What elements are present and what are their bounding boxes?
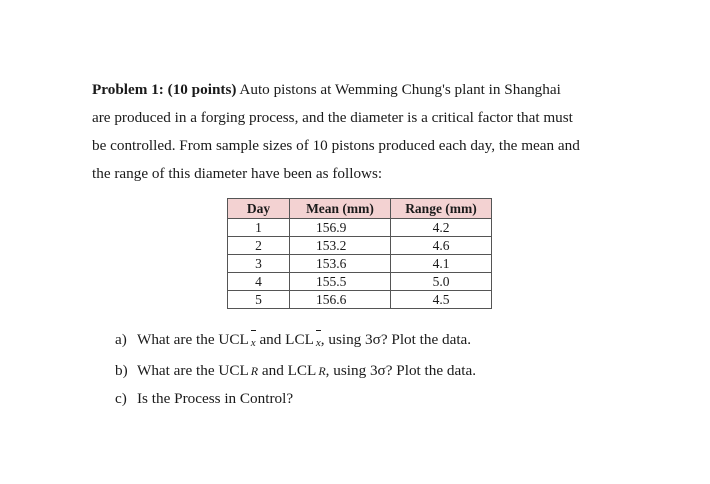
cell-day: 1 [228, 219, 290, 237]
cell-day: 2 [228, 237, 290, 255]
statement-line-1 [92, 76, 652, 104]
statement-line-4: the range of this diameter have been as follows: [92, 165, 383, 182]
cell-range: 4.1 [391, 255, 492, 273]
question-b-text-2: and LCL [258, 362, 317, 379]
problem-heading: Problem 1: (10 points) [92, 81, 237, 98]
table-row [228, 219, 492, 237]
question-b-text-3: , using 3σ? Plot the data. [325, 362, 476, 379]
table-row [228, 273, 492, 291]
question-a-text-2: and LCL [255, 331, 314, 348]
header-range: Range (mm) [391, 199, 492, 219]
x-bar-symbol: x [316, 329, 321, 357]
cell-mean: 153.6 [290, 255, 391, 273]
statement-intro: Auto pistons at Wemming Chung's plant in Shanghai [239, 81, 561, 98]
cell-range: 4.2 [391, 219, 492, 237]
x-bar-symbol: x [251, 329, 256, 357]
question-a [115, 326, 476, 357]
cell-range: 5.0 [391, 273, 492, 291]
cell-range: 4.6 [391, 237, 492, 255]
question-text [137, 357, 476, 385]
table-header-row [228, 199, 492, 219]
question-label: c) [115, 390, 127, 407]
header-day: Day [228, 199, 290, 219]
data-table [227, 198, 492, 309]
question-c [115, 385, 476, 413]
question-label: a) [115, 331, 127, 348]
cell-mean: 156.9 [290, 219, 391, 237]
cell-day: 3 [228, 255, 290, 273]
cell-mean: 153.2 [290, 237, 391, 255]
cell-range: 4.5 [391, 291, 492, 309]
cell-day: 4 [228, 273, 290, 291]
problem-statement [92, 76, 652, 188]
statement-line-3: be controlled. From sample sizes of 10 pistons produced each day, the mean and [92, 137, 580, 154]
question-label: b) [115, 362, 128, 379]
table-row [228, 291, 492, 309]
cell-mean: 156.6 [290, 291, 391, 309]
cell-mean: 155.5 [290, 273, 391, 291]
question-list [115, 326, 476, 413]
header-mean: Mean (mm) [290, 199, 391, 219]
statement-line-2: are produced in a forging process, and the diameter is a critical factor that must [92, 109, 573, 126]
question-b [115, 357, 476, 385]
table-row [228, 237, 492, 255]
r-symbol: R [318, 364, 326, 378]
question-text [137, 326, 471, 357]
question-a-text-1: What are the UCL [137, 331, 249, 348]
question-b-text-1: What are the UCL [137, 362, 249, 379]
r-symbol: R [250, 364, 259, 378]
question-a-text-3: , using 3σ? Plot the data. [320, 331, 472, 348]
table-row [228, 255, 492, 273]
cell-day: 5 [228, 291, 290, 309]
question-text: Is the Process in Control? [137, 390, 294, 407]
